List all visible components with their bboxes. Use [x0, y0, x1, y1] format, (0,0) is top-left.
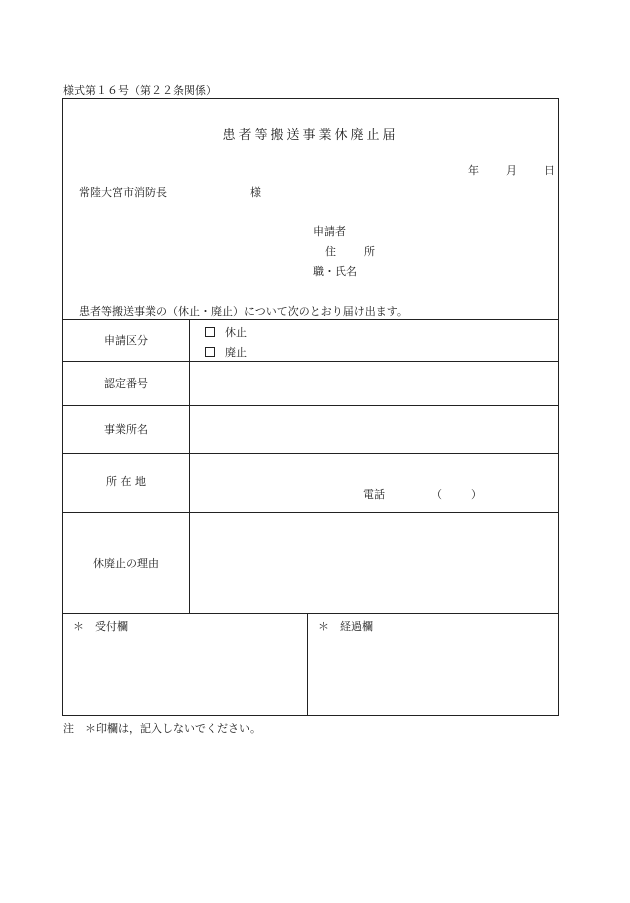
location-field[interactable]: [190, 454, 558, 511]
phone-paren-open: （: [431, 488, 442, 501]
reason-field[interactable]: [190, 513, 558, 612]
reason-label: 休廃止の理由: [93, 556, 159, 570]
applicant-heading: 申請者: [313, 225, 346, 238]
option-abolish[interactable]: [205, 344, 247, 360]
cert-number-label: 認定番号: [104, 377, 148, 390]
form-title: 患者等搬送事業休廃止届: [222, 128, 399, 143]
reception-box-label: ＊ 受付欄: [73, 620, 128, 633]
option-suspend[interactable]: [205, 324, 247, 340]
office-name-field[interactable]: [190, 406, 558, 452]
phone-label: 電話: [363, 488, 385, 501]
footer-divider: [307, 613, 308, 715]
category-label: 申請区分: [104, 334, 148, 347]
checkbox-suspend[interactable]: [205, 327, 215, 337]
applicant-name-label: 職・氏名: [313, 265, 357, 278]
option-abolish-label: 廃止: [225, 346, 247, 359]
checkbox-abolish[interactable]: [205, 347, 215, 357]
phone-paren-close: ）: [471, 488, 482, 501]
progress-box-label: ＊ 経過欄: [318, 620, 373, 633]
form-box: [62, 98, 559, 716]
applicant-address-label-2: 所: [364, 245, 375, 258]
date-day-label: 日: [544, 164, 555, 177]
statement: 患者等搬送事業の（休止・廃止）について次のとおり届け出ます。: [79, 305, 408, 318]
row-divider: [63, 613, 558, 614]
addressee: 常陸大宮市消防長: [79, 186, 167, 199]
date-month-label: 月: [506, 164, 517, 177]
option-suspend-label: 休止: [225, 326, 247, 339]
applicant-address-label: 住: [325, 245, 336, 258]
location-label: 所 在 地: [106, 475, 146, 488]
form-number: 様式第１６号（第２２条関係）: [63, 84, 217, 97]
honorific: 様: [250, 186, 261, 199]
cert-number-field[interactable]: [190, 362, 558, 404]
date-year-label: 年: [468, 164, 479, 177]
office-name-label: 事業所名: [104, 423, 148, 436]
footnote: 注 ＊印欄は，記入しないでください。: [63, 722, 261, 735]
